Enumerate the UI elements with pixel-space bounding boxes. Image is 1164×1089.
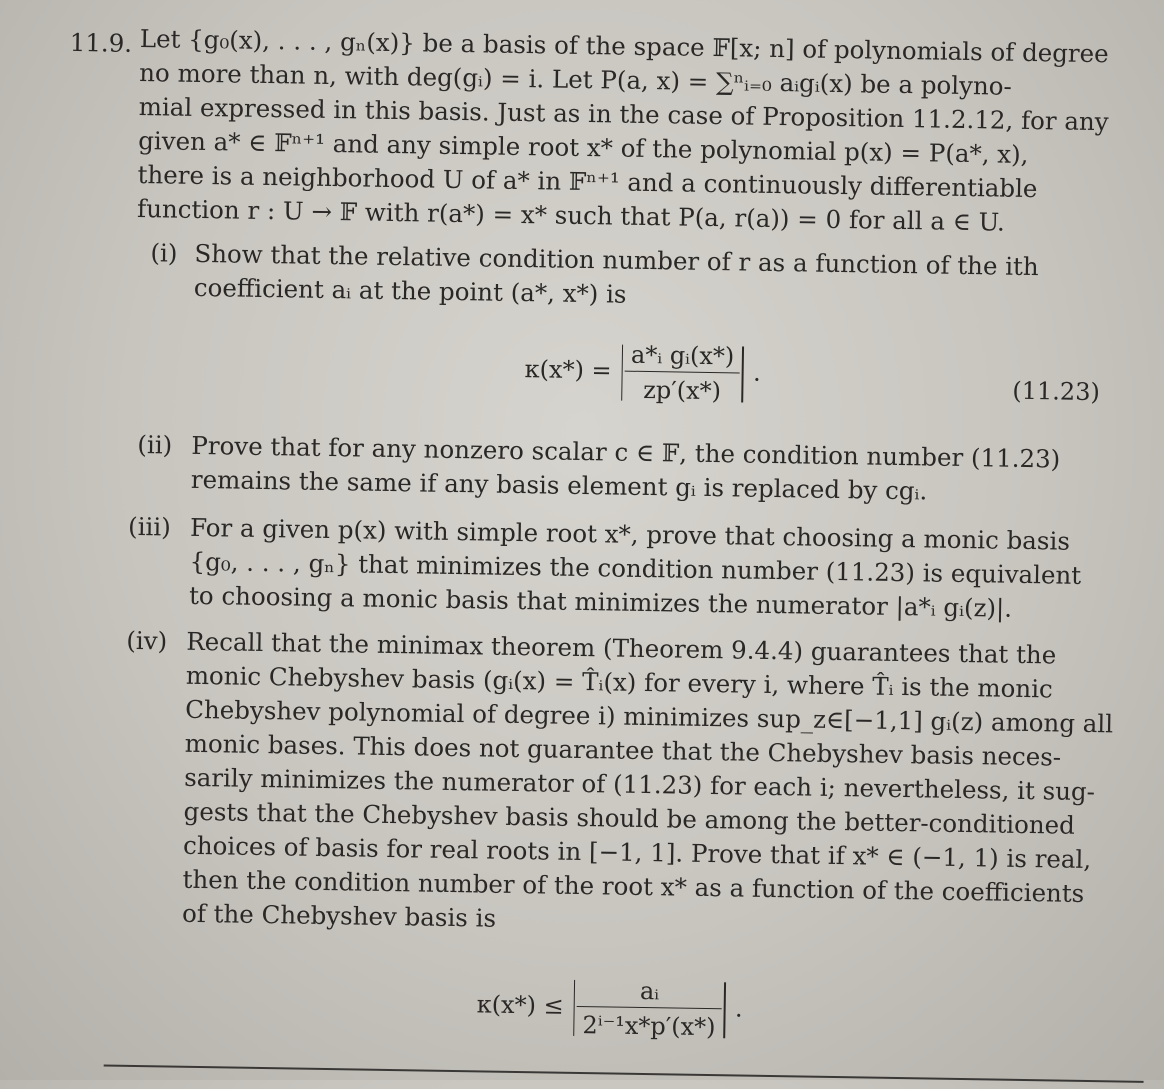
eq2-numerator: aᵢ [577, 976, 722, 1009]
eq2-fraction [576, 976, 722, 1041]
problem-number: 11.9. [69, 27, 133, 58]
part-iv-line-4: monic bases. This does not guarantee that the Chebyshev basis neces- [184, 728, 1062, 772]
eq2-lhs: κ(x*) ≤ [476, 990, 564, 1020]
part-iv-line-2: monic Chebyshev basis (gᵢ(x) = T̂ᵢ(x) for every i, where T̂ᵢ is the monic [185, 660, 1053, 704]
part-iii-line-1: For a given p(x) with simple root x*, prove that choosing a monic basis [189, 512, 1071, 556]
intro-line-4: given a* ∈ 𝔽ⁿ⁺¹ and any simple root x* of the polynomial p(x) = P(a*, x), [137, 125, 1029, 169]
part-iii-line-3: to choosing a monic basis that minimizes the numerator |a*ᵢ gᵢ(z)|. [188, 580, 1013, 623]
final-inequality [476, 974, 743, 1041]
part-i-label: (i) [150, 238, 178, 268]
part-iii-label: (iii) [127, 511, 172, 542]
abs-bar-right [723, 982, 725, 1038]
part-iv-line-6: gests that the Chebyshev basis should be among the better-conditioned [183, 796, 1076, 840]
abs-bar-left [573, 979, 575, 1035]
part-i-line-2: coefficient aᵢ at the point (a*, x*) is [193, 272, 627, 309]
intro-line-2: no more than n, with deg(gᵢ) = i. Let P(a, x) = ∑ⁿᵢ₌₀ aᵢgᵢ(x) be a polyno- [139, 57, 1013, 101]
eq1-denominator: zp′(x*) [643, 375, 722, 406]
part-iv-label: (iv) [126, 625, 168, 656]
part-iv-line-5: sarily minimizes the numerator of (11.23) for each i; nevertheless, it sug- [183, 762, 1096, 807]
part-iv-line-7: choices of basis for real roots in [−1, 1]. Prove that if x* ∈ (−1, 1) is real, [182, 830, 1092, 875]
intro-line-6: function r : U → 𝔽 with r(a*) = x* such that P(a, r(a)) = 0 for all a ∈ U. [136, 193, 1006, 237]
part-iii-line-2: {g₀, . . . , gₙ} that minimizes the condition number (11.23) is equivalent [189, 546, 1082, 590]
intro-line-3: mial expressed in this basis. Just as in the case of Proposition 11.2.12, for any [138, 91, 1109, 137]
equation-11-23 [524, 339, 761, 406]
part-iv-line-9: of the Chebyshev basis is [181, 898, 497, 933]
eq2-denominator: 2ⁱ⁻¹x*p′(x*) [582, 1011, 716, 1042]
eq1-fraction [624, 341, 740, 406]
abs-bar-left [621, 344, 623, 400]
part-iv-line-3: Chebyshev polynomial of degree i) minimizes sup_z∈[−1,1] gᵢ(z) among all [185, 694, 1114, 739]
equation-tag: (11.23) [1012, 376, 1101, 407]
part-ii-line-2: remains the same if any basis element gᵢ is replaced by cgᵢ. [190, 464, 928, 506]
abs-bar-right [742, 346, 744, 402]
page-rule [104, 1065, 1144, 1083]
part-ii-label: (ii) [137, 430, 173, 460]
intro-line-5: there is a neighborhood U of a* in 𝔽ⁿ⁺¹ and a continuously differentiable [137, 159, 1038, 204]
intro-line-1: Let {g₀(x), . . . , gₙ(x)} be a basis of the space 𝔽[x; n] of polynomials of degree [139, 23, 1109, 69]
eq1-lhs: κ(x*) = [524, 355, 612, 385]
part-iv-line-1: Recall that the minimax theorem (Theorem 9.4.4) guarantees that the [186, 626, 1057, 670]
part-iv-line-8: then the condition number of the root x* as a function of the coefficients [182, 864, 1085, 908]
eq1-trail: . [752, 358, 762, 387]
eq1-numerator: a*ᵢ gᵢ(x*) [625, 341, 741, 374]
part-i-line-1: Show that the relative condition number of r as a function of the ith [194, 238, 1039, 282]
part-ii-line-1: Prove that for any nonzero scalar c ∈ 𝔽, the condition number (11.23) [191, 430, 1061, 474]
eq2-trail: . [734, 994, 743, 1023]
